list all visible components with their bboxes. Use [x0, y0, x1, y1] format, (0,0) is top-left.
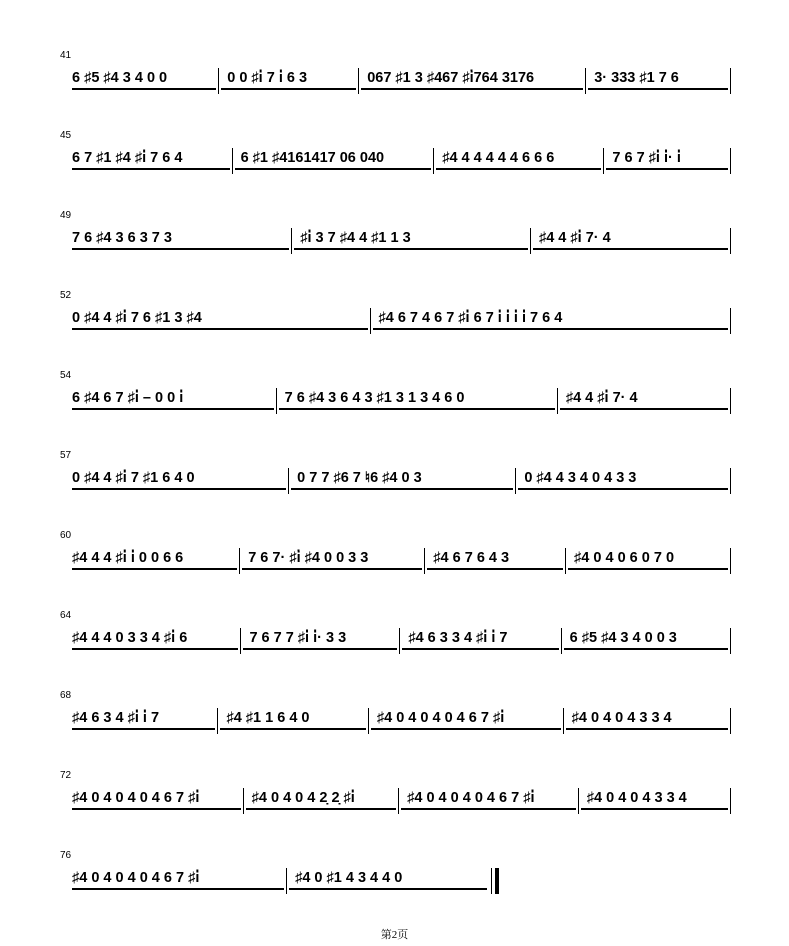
measure: 067 ♯1 3 ♯467 ♯i̇764 3176 [361, 68, 583, 90]
barline [730, 548, 731, 574]
measure: ♯4 0 4 0 4 0 4 6 7 ♯i̇ [401, 788, 576, 810]
measure-row [72, 628, 733, 660]
barline [232, 148, 233, 174]
barline [603, 148, 604, 174]
barline [399, 628, 400, 654]
barline [557, 388, 558, 414]
measure: 7 6 7 7 ♯i̇ i̇· 3 3 [243, 628, 397, 650]
measure: ♯4 6 7 6 4 3 [427, 548, 563, 570]
barline [563, 708, 564, 734]
music-system [0, 130, 789, 210]
measure: ♯4 ♯1 1 6 4 0 [220, 708, 365, 730]
music-system [0, 50, 789, 130]
barline [515, 468, 516, 494]
measure: ♯4 4 4 ♯i̇ i̇ 0 0 6 6 [72, 548, 237, 570]
measure: ♯4 4 4 4 4 4 6 6 6 [436, 148, 601, 170]
music-system [0, 370, 789, 450]
measure: 7 6 ♯4 3 6 3 7 3 [72, 228, 289, 250]
measure: 6 ♯5 ♯4 3 4 0 0 [72, 68, 216, 90]
barline [239, 548, 240, 574]
barline [370, 308, 371, 334]
measure-row [72, 148, 733, 180]
measure: 0 ♯4 4 3 4 0 4 3 3 [518, 468, 728, 490]
barline [243, 788, 244, 814]
music-system [0, 450, 789, 530]
measure: 0 7 7 ♯6 7 ♮6 ♯4 0 3 [291, 468, 513, 490]
music-system [0, 210, 789, 290]
barline [565, 548, 566, 574]
barline [730, 708, 731, 734]
measure-number: 60 [60, 530, 72, 541]
barline [433, 148, 434, 174]
barline [730, 388, 731, 414]
measure-row [72, 468, 733, 500]
measure: ♯4 4 ♯i̇ 7· 4 [533, 228, 728, 250]
measure-number: 76 [60, 850, 72, 861]
barline [291, 228, 292, 254]
measure-number: 64 [60, 610, 72, 621]
barline [578, 788, 579, 814]
measure-number: 72 [60, 770, 72, 781]
measure: ♯4 6 7 4 6 7 ♯i̇ 6 7 i̇ i̇ i̇ i̇ 7 6 4 [373, 308, 729, 330]
music-system [0, 530, 789, 610]
measure: 6 ♯5 ♯4 3 4 0 0 3 [564, 628, 728, 650]
measure: 0 ♯4 4 ♯i̇ 7 6 ♯1 3 ♯4 [72, 308, 368, 330]
measure: ♯4 0 4 0 4 3 3 4 [581, 788, 728, 810]
music-system [0, 770, 789, 850]
barline [730, 468, 731, 494]
barline [217, 708, 218, 734]
barline [530, 228, 531, 254]
barline [424, 548, 425, 574]
measure: 6 ♯1 ♯4161417 06 040 [235, 148, 432, 170]
barline [276, 388, 277, 414]
barline [730, 228, 731, 254]
music-system [0, 610, 789, 690]
measure-number: 54 [60, 370, 72, 381]
measure: ♯4 0 4 0 4 0 4 6 7 ♯i̇ [72, 868, 284, 890]
barline [730, 788, 731, 814]
music-system [0, 290, 789, 370]
measure: ♯4 4 ♯i̇ 7· 4 [560, 388, 728, 410]
measure: 7 6 7 ♯i̇ i̇· i̇ [606, 148, 728, 170]
measure-row [72, 388, 733, 420]
measure: ♯4 0 4 0 4 0 4 6 7 ♯i̇ [72, 788, 241, 810]
measure: 6 ♯4 6 7 ♯i̇ – 0 0 i̇ [72, 388, 274, 410]
measure-row [72, 228, 733, 260]
measure-row [72, 868, 499, 900]
measure-number: 52 [60, 290, 72, 301]
barline [585, 68, 586, 94]
measure-row [72, 788, 733, 820]
barline [730, 68, 731, 94]
barline [730, 308, 731, 334]
measure-number: 45 [60, 130, 72, 141]
measure: 3· 333 ♯1 7 6 [588, 68, 728, 90]
measure-row [72, 708, 733, 740]
measure: ♯4 4 4 0 3 3 4 ♯i̇ 6 [72, 628, 238, 650]
barline [288, 468, 289, 494]
measure: 7 6 7· ♯i̇ ♯4 0 0 3 3 [242, 548, 422, 570]
measure: ♯i̇ 3 7 ♯4 4 ♯1 1 3 [294, 228, 528, 250]
measure: 6 7 ♯1 ♯4 ♯i̇ 7 6 4 [72, 148, 230, 170]
measure-row [72, 68, 733, 100]
music-system [0, 850, 789, 930]
measure: ♯4 6 3 4 ♯i̇ i̇ 7 [72, 708, 215, 730]
barline [368, 708, 369, 734]
barline [730, 148, 731, 174]
barline [398, 788, 399, 814]
measure-number: 57 [60, 450, 72, 461]
measure: 7 6 ♯4 3 6 4 3 ♯1 3 1 3 4 6 0 [279, 388, 555, 410]
barline [286, 868, 287, 894]
barline [218, 68, 219, 94]
measure: 0 0 ♯i̇ 7 i̇ 6 3 [221, 68, 356, 90]
measure: ♯4 6 3 3 4 ♯i̇ i̇ 7 [402, 628, 558, 650]
barline [730, 628, 731, 654]
measure: ♯4 0 4 0 4 0 4 6 7 ♯i̇ [371, 708, 561, 730]
measure: ♯4 0 4 0 4 2̣ 2̣ ♯i̇ [246, 788, 396, 810]
barline [561, 628, 562, 654]
measure: ♯4 0 4 0 4 3 3 4 [566, 708, 728, 730]
music-system [0, 690, 789, 770]
measure-number: 68 [60, 690, 72, 701]
measure: ♯4 0 ♯1 4 3 4 4 0 [289, 868, 487, 890]
measure: 0 ♯4 4 ♯i̇ 7 ♯1 6 4 0 [72, 468, 286, 490]
measure-number: 41 [60, 50, 72, 61]
barline [240, 628, 241, 654]
measure-number: 49 [60, 210, 72, 221]
barline [358, 68, 359, 94]
measure-row [72, 308, 733, 340]
measure-row [72, 548, 733, 580]
page-number: 第2页 [380, 929, 409, 941]
measure: ♯4 0 4 0 6 0 7 0 [568, 548, 728, 570]
final-barline [491, 868, 499, 894]
